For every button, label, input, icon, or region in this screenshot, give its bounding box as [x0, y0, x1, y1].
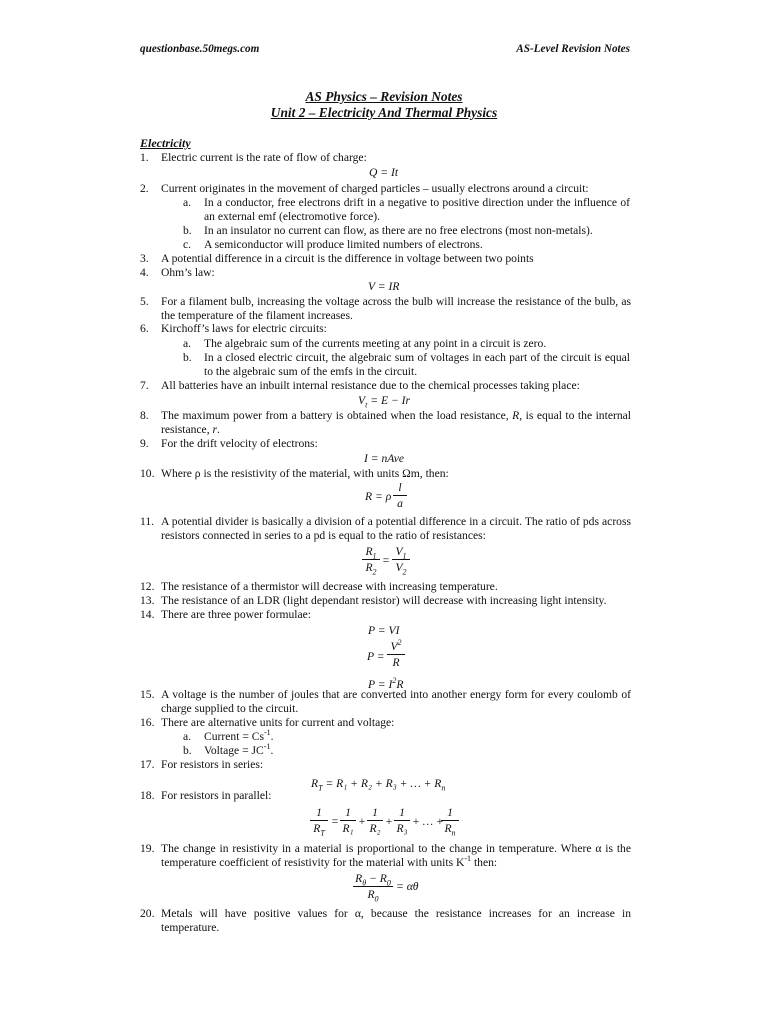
- equation-drift-velocity: I = nAve: [364, 452, 405, 465]
- item-number: 7.: [140, 379, 149, 392]
- item-text: A potential difference in a circuit is the difference in voltage between two points: [161, 252, 534, 265]
- item-text: For resistors in parallel:: [161, 789, 272, 802]
- item-number: 18.: [140, 789, 155, 802]
- item-text: A voltage is the number of joules that are converted into another energy form for every coulomb of charge supplied to the circuit.: [161, 688, 631, 716]
- equation-ohm: V = IR: [368, 280, 400, 293]
- item-number: 5.: [140, 295, 149, 308]
- item-number: 6.: [140, 322, 149, 335]
- section-heading: Electricity: [140, 136, 191, 150]
- item-text: The algebraic sum of the currents meeting at any point in a circuit is zero.: [204, 337, 547, 350]
- item-text: The resistance of a thermistor will decrease with increasing temperature.: [161, 580, 498, 593]
- header-doc-label: AS-Level Revision Notes: [516, 43, 630, 55]
- equation-power-i2r: $P = I^2R$: [368, 676, 404, 691]
- item-number: 10.: [140, 467, 155, 480]
- item-number: a.: [183, 196, 192, 209]
- item-number: 15.: [140, 688, 155, 701]
- item-text: In a conductor, free electrons drift in a negative to positive direction under the influence of an external emf (electromotive force).: [204, 196, 630, 224]
- item-text: For a filament bulb, increasing the voltage across the bulb will increase the resistance of the bulb, as the temperature of the filament increases.: [161, 295, 631, 323]
- item-text: Electric current is the rate of flow of charge:: [161, 151, 367, 164]
- item-number: b.: [183, 351, 192, 364]
- item-text: Voltage = $JC^{-1}$.: [204, 742, 274, 757]
- item-number: a.: [183, 337, 192, 350]
- item-number: 17.: [140, 758, 155, 771]
- item-text: There are alternative units for current and voltage:: [161, 716, 395, 729]
- item-text: The maximum power from a battery is obtained when the load resistance, R, is equal to the internal resistance, r.: [161, 409, 631, 437]
- item-text: In a closed electric circuit, the algebraic sum of voltages in each part of the circuit is equal to the algebraic sum of the emfs in the circuit.: [204, 351, 630, 379]
- item-text: The change in resistivity in a material is proportional to the change in temperature. Where α is the temperature coefficient of resistivity for the material with units $K^{-1}$ then:: [161, 842, 631, 870]
- item-text: For resistors in series:: [161, 758, 264, 771]
- item-number: 20.: [140, 907, 155, 920]
- item-text: Current originates in the movement of charged particles – usually electrons around a circuit:: [161, 182, 589, 195]
- item-text: The resistance of an LDR (light dependant resistor) will decrease with increasing light intensity.: [161, 594, 607, 607]
- item-number: 8.: [140, 409, 149, 422]
- equation-resistors-series: $R_T = R_1 + R_2 + R_3$ + … + $R_n$: [311, 777, 446, 793]
- item-number: 9.: [140, 437, 149, 450]
- item-number: 14.: [140, 608, 155, 621]
- item-text: There are three power formulae:: [161, 608, 311, 621]
- item-text: A potential divider is basically a division of a potential difference in a circuit. The ratio of pds across resistors connected in series to a pd is equal to the ratio of resistances:: [161, 515, 631, 543]
- item-number: 4.: [140, 266, 149, 279]
- equation-charge: Q = It: [369, 166, 399, 179]
- item-text: A semiconductor will produce limited numbers of electrons.: [204, 238, 483, 251]
- item-text: Where ρ is the resistivity of the material, with units Ωm, then:: [161, 467, 449, 480]
- document-subtitle: Unit 2 – Electricity And Thermal Physics: [270, 105, 498, 120]
- item-number: b.: [183, 224, 192, 237]
- item-text: For the drift velocity of electrons:: [161, 437, 318, 450]
- item-text: All batteries have an inbuilt internal resistance due to the chemical processes taking place:: [161, 379, 580, 392]
- item-text: Metals will have positive values for α, because the resistance increases for an increase in temperature.: [161, 907, 631, 935]
- item-number: a.: [183, 730, 192, 743]
- item-text: In an insulator no current can flow, as there are no free electrons (most non-metals).: [204, 224, 593, 237]
- item-number: 11.: [140, 515, 155, 528]
- item-number: 12.: [140, 580, 155, 593]
- item-number: 16.: [140, 716, 155, 729]
- item-text: Kirchoff’s laws for electric circuits:: [161, 322, 327, 335]
- item-number: b.: [183, 744, 192, 757]
- item-text: Ohm’s law:: [161, 266, 215, 279]
- item-number: 1.: [140, 151, 149, 164]
- equation-terminal-voltage: $V_t = E - Ir$: [358, 394, 411, 410]
- item-number: 13.: [140, 594, 155, 607]
- item-number: 2.: [140, 182, 149, 195]
- item-number: 19.: [140, 842, 155, 855]
- item-number: 3.: [140, 252, 149, 265]
- equation-power-vi: P = VI: [368, 624, 400, 637]
- document-title: AS Physics – Revision Notes: [305, 89, 463, 104]
- header-site: questionbase.50megs.com: [140, 43, 260, 55]
- item-text: Current = $Cs^{-1}$.: [204, 728, 274, 743]
- item-number: c.: [183, 238, 192, 251]
